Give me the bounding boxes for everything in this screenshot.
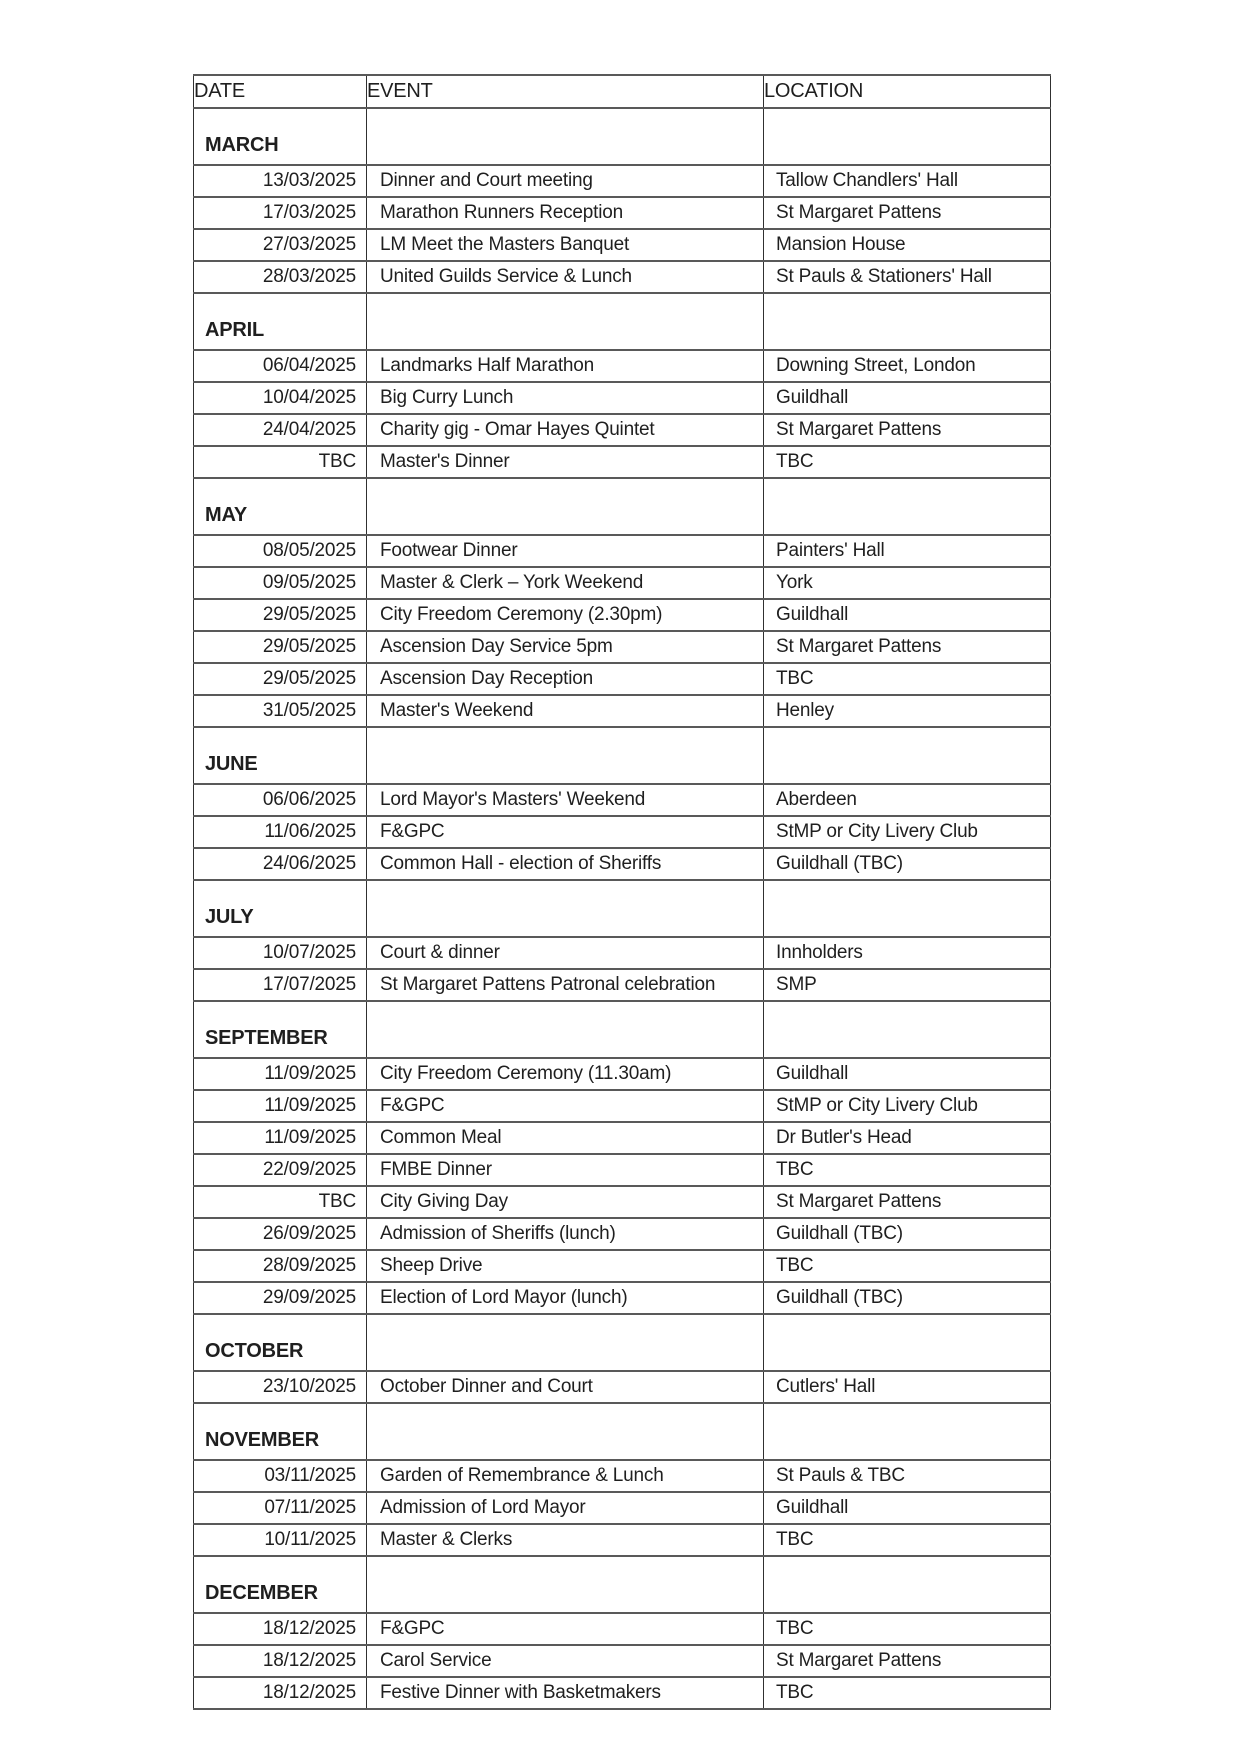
event-date-cell: 24/04/2025: [194, 414, 367, 446]
event-date-cell: 27/03/2025: [194, 229, 367, 261]
month-section-row: [194, 880, 1051, 937]
event-row: [194, 350, 1051, 382]
event-name-cell: Election of Lord Mayor (lunch): [367, 1282, 764, 1314]
event-location-cell: Cutlers' Hall: [764, 1371, 1051, 1403]
event-date-cell: 10/11/2025: [194, 1524, 367, 1556]
event-location-cell: TBC: [764, 1250, 1051, 1282]
event-date-cell: 18/12/2025: [194, 1677, 367, 1709]
event-date-cell: 08/05/2025: [194, 535, 367, 567]
event-row: [194, 1371, 1051, 1403]
event-location-cell: StMP or City Livery Club: [764, 816, 1051, 848]
event-location-cell: StMP or City Livery Club: [764, 1090, 1051, 1122]
event-row: [194, 1090, 1051, 1122]
event-date-cell: 18/12/2025: [194, 1645, 367, 1677]
event-date-cell: 09/05/2025: [194, 567, 367, 599]
event-row: [194, 1282, 1051, 1314]
event-location-cell: Aberdeen: [764, 784, 1051, 816]
month-label: JUNE: [194, 727, 367, 784]
month-empty-event-cell: [367, 1403, 764, 1460]
event-name-cell: Marathon Runners Reception: [367, 197, 764, 229]
event-name-cell: Footwear Dinner: [367, 535, 764, 567]
month-section-row: [194, 1314, 1051, 1371]
event-name-cell: Lord Mayor's Masters' Weekend: [367, 784, 764, 816]
event-name-cell: St Margaret Pattens Patronal celebration: [367, 969, 764, 1001]
event-row: [194, 165, 1051, 197]
event-location-cell: Mansion House: [764, 229, 1051, 261]
event-date-cell: 29/09/2025: [194, 1282, 367, 1314]
event-row: [194, 382, 1051, 414]
event-location-cell: TBC: [764, 1154, 1051, 1186]
event-row: [194, 1122, 1051, 1154]
event-name-cell: Common Hall - election of Sheriffs: [367, 848, 764, 880]
event-location-cell: Guildhall (TBC): [764, 848, 1051, 880]
month-empty-location-cell: [764, 1403, 1051, 1460]
month-empty-location-cell: [764, 1314, 1051, 1371]
event-date-cell: 07/11/2025: [194, 1492, 367, 1524]
event-row: [194, 229, 1051, 261]
event-date-cell: 29/05/2025: [194, 599, 367, 631]
month-label: JULY: [194, 880, 367, 937]
event-date-cell: 24/06/2025: [194, 848, 367, 880]
event-location-cell: TBC: [764, 1613, 1051, 1645]
month-empty-event-cell: [367, 293, 764, 350]
event-date-cell: 11/09/2025: [194, 1090, 367, 1122]
month-label: APRIL: [194, 293, 367, 350]
event-date-cell: 17/07/2025: [194, 969, 367, 1001]
event-name-cell: Master's Weekend: [367, 695, 764, 727]
event-row: [194, 599, 1051, 631]
event-name-cell: F&GPC: [367, 1090, 764, 1122]
event-row: [194, 816, 1051, 848]
event-location-cell: St Margaret Pattens: [764, 414, 1051, 446]
event-name-cell: Court & dinner: [367, 937, 764, 969]
event-row: [194, 567, 1051, 599]
event-row: [194, 535, 1051, 567]
event-row: [194, 1154, 1051, 1186]
event-location-cell: York: [764, 567, 1051, 599]
event-name-cell: FMBE Dinner: [367, 1154, 764, 1186]
event-location-cell: St Pauls & Stationers' Hall: [764, 261, 1051, 293]
event-row: [194, 414, 1051, 446]
col-header-date: DATE: [194, 75, 367, 108]
month-label: MARCH: [194, 108, 367, 165]
month-empty-event-cell: [367, 478, 764, 535]
month-empty-location-cell: [764, 108, 1051, 165]
month-section-row: [194, 1556, 1051, 1613]
event-location-cell: Guildhall (TBC): [764, 1218, 1051, 1250]
event-name-cell: Admission of Sheriffs (lunch): [367, 1218, 764, 1250]
event-location-cell: St Pauls & TBC: [764, 1460, 1051, 1492]
event-date-cell: 17/03/2025: [194, 197, 367, 229]
event-name-cell: Master's Dinner: [367, 446, 764, 478]
month-empty-event-cell: [367, 1001, 764, 1058]
month-section-row: [194, 727, 1051, 784]
event-date-cell: 11/06/2025: [194, 816, 367, 848]
event-date-cell: TBC: [194, 446, 367, 478]
event-name-cell: LM Meet the Masters Banquet: [367, 229, 764, 261]
event-location-cell: St Margaret Pattens: [764, 197, 1051, 229]
event-name-cell: October Dinner and Court: [367, 1371, 764, 1403]
event-location-cell: St Margaret Pattens: [764, 1645, 1051, 1677]
month-empty-location-cell: [764, 478, 1051, 535]
event-date-cell: 11/09/2025: [194, 1058, 367, 1090]
event-row: [194, 1677, 1051, 1709]
event-name-cell: Sheep Drive: [367, 1250, 764, 1282]
header-row: [194, 75, 1051, 108]
event-name-cell: Master & Clerk – York Weekend: [367, 567, 764, 599]
month-label: SEPTEMBER: [194, 1001, 367, 1058]
month-empty-event-cell: [367, 1314, 764, 1371]
event-location-cell: Guildhall: [764, 382, 1051, 414]
event-row: [194, 969, 1051, 1001]
event-date-cell: 29/05/2025: [194, 663, 367, 695]
events-schedule-table: [193, 74, 1051, 1710]
month-empty-event-cell: [367, 108, 764, 165]
event-date-cell: 23/10/2025: [194, 1371, 367, 1403]
event-date-cell: 10/07/2025: [194, 937, 367, 969]
event-row: [194, 1613, 1051, 1645]
event-name-cell: Carol Service: [367, 1645, 764, 1677]
event-name-cell: City Freedom Ceremony (11.30am): [367, 1058, 764, 1090]
event-date-cell: 10/04/2025: [194, 382, 367, 414]
event-name-cell: Admission of Lord Mayor: [367, 1492, 764, 1524]
event-row: [194, 1186, 1051, 1218]
event-date-cell: 06/04/2025: [194, 350, 367, 382]
event-row: [194, 1218, 1051, 1250]
month-empty-event-cell: [367, 727, 764, 784]
month-empty-event-cell: [367, 1556, 764, 1613]
month-section-row: [194, 293, 1051, 350]
event-location-cell: Guildhall: [764, 1492, 1051, 1524]
event-date-cell: 22/09/2025: [194, 1154, 367, 1186]
month-label: DECEMBER: [194, 1556, 367, 1613]
event-name-cell: Dinner and Court meeting: [367, 165, 764, 197]
event-name-cell: Charity gig - Omar Hayes Quintet: [367, 414, 764, 446]
month-section-row: [194, 108, 1051, 165]
event-name-cell: United Guilds Service & Lunch: [367, 261, 764, 293]
event-location-cell: Guildhall (TBC): [764, 1282, 1051, 1314]
event-date-cell: 06/06/2025: [194, 784, 367, 816]
event-location-cell: Guildhall: [764, 1058, 1051, 1090]
event-row: [194, 1460, 1051, 1492]
event-location-cell: TBC: [764, 663, 1051, 695]
month-label: MAY: [194, 478, 367, 535]
event-name-cell: Ascension Day Service 5pm: [367, 631, 764, 663]
event-location-cell: St Margaret Pattens: [764, 631, 1051, 663]
month-section-row: [194, 1403, 1051, 1460]
event-location-cell: St Margaret Pattens: [764, 1186, 1051, 1218]
month-empty-event-cell: [367, 880, 764, 937]
event-location-cell: TBC: [764, 446, 1051, 478]
event-date-cell: TBC: [194, 1186, 367, 1218]
event-row: [194, 663, 1051, 695]
event-name-cell: Landmarks Half Marathon: [367, 350, 764, 382]
event-row: [194, 695, 1051, 727]
event-row: [194, 937, 1051, 969]
event-location-cell: Dr Butler's Head: [764, 1122, 1051, 1154]
event-name-cell: Big Curry Lunch: [367, 382, 764, 414]
event-row: [194, 197, 1051, 229]
event-location-cell: Downing Street, London: [764, 350, 1051, 382]
month-section-row: [194, 1001, 1051, 1058]
event-date-cell: 29/05/2025: [194, 631, 367, 663]
event-row: [194, 631, 1051, 663]
event-row: [194, 261, 1051, 293]
event-location-cell: Henley: [764, 695, 1051, 727]
event-name-cell: Master & Clerks: [367, 1524, 764, 1556]
event-name-cell: City Freedom Ceremony (2.30pm): [367, 599, 764, 631]
event-row: [194, 784, 1051, 816]
event-date-cell: 28/09/2025: [194, 1250, 367, 1282]
event-location-cell: Painters' Hall: [764, 535, 1051, 567]
event-name-cell: Festive Dinner with Basketmakers: [367, 1677, 764, 1709]
month-label: OCTOBER: [194, 1314, 367, 1371]
event-location-cell: Guildhall: [764, 599, 1051, 631]
event-row: [194, 1250, 1051, 1282]
event-date-cell: 18/12/2025: [194, 1613, 367, 1645]
event-location-cell: TBC: [764, 1524, 1051, 1556]
event-location-cell: SMP: [764, 969, 1051, 1001]
month-empty-location-cell: [764, 1001, 1051, 1058]
event-row: [194, 848, 1051, 880]
month-section-row: [194, 478, 1051, 535]
month-label: NOVEMBER: [194, 1403, 367, 1460]
event-name-cell: Common Meal: [367, 1122, 764, 1154]
month-empty-location-cell: [764, 293, 1051, 350]
event-date-cell: 31/05/2025: [194, 695, 367, 727]
event-date-cell: 28/03/2025: [194, 261, 367, 293]
event-location-cell: Innholders: [764, 937, 1051, 969]
event-name-cell: F&GPC: [367, 816, 764, 848]
event-row: [194, 1058, 1051, 1090]
event-date-cell: 26/09/2025: [194, 1218, 367, 1250]
event-name-cell: F&GPC: [367, 1613, 764, 1645]
event-name-cell: City Giving Day: [367, 1186, 764, 1218]
event-row: [194, 1524, 1051, 1556]
col-header-location: LOCATION: [764, 75, 1051, 108]
event-row: [194, 1645, 1051, 1677]
event-name-cell: Garden of Remembrance & Lunch: [367, 1460, 764, 1492]
event-row: [194, 1492, 1051, 1524]
month-empty-location-cell: [764, 727, 1051, 784]
event-location-cell: TBC: [764, 1677, 1051, 1709]
event-row: [194, 446, 1051, 478]
event-date-cell: 03/11/2025: [194, 1460, 367, 1492]
event-date-cell: 11/09/2025: [194, 1122, 367, 1154]
month-empty-location-cell: [764, 880, 1051, 937]
col-header-event: EVENT: [367, 75, 764, 108]
event-location-cell: Tallow Chandlers' Hall: [764, 165, 1051, 197]
event-date-cell: 13/03/2025: [194, 165, 367, 197]
month-empty-location-cell: [764, 1556, 1051, 1613]
event-name-cell: Ascension Day Reception: [367, 663, 764, 695]
